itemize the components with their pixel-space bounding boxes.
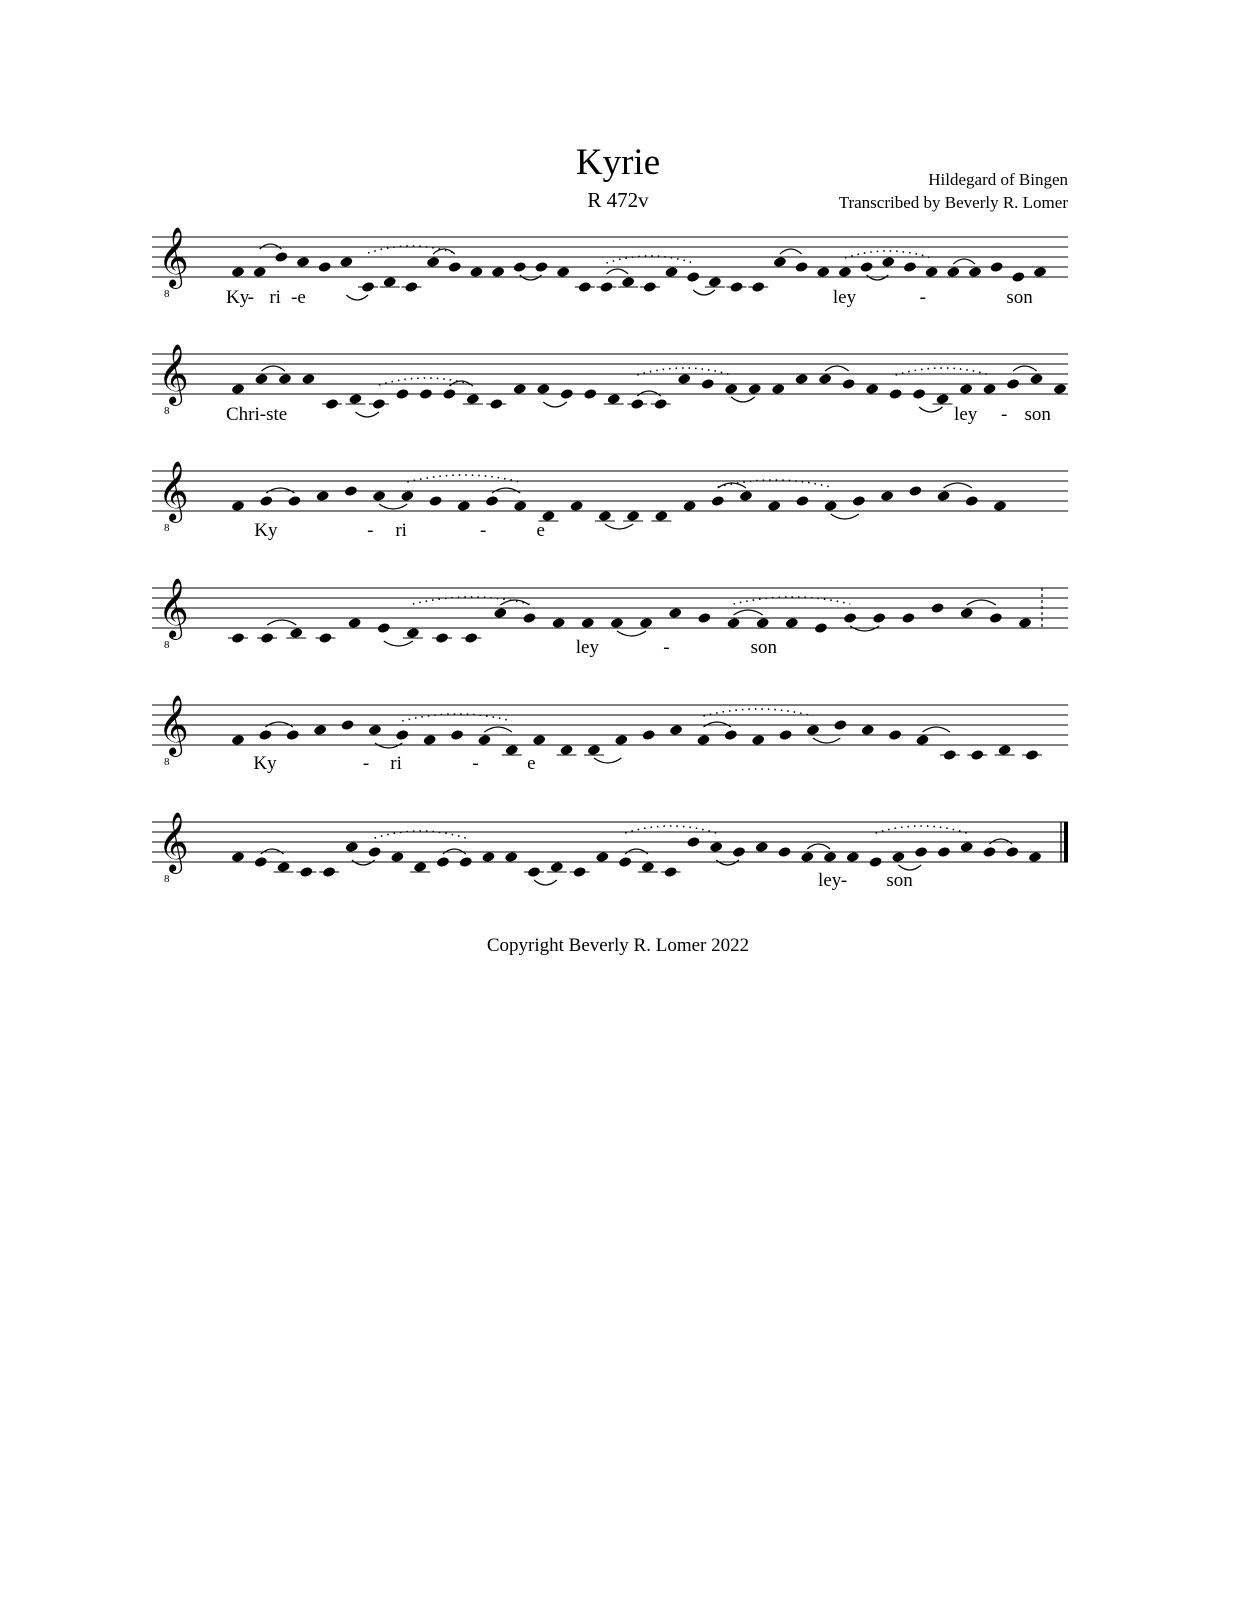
treble-clef-icon: 𝄞 bbox=[158, 812, 189, 872]
note-head bbox=[1005, 846, 1019, 858]
octave-marker-icon: 8 bbox=[164, 405, 170, 417]
piece-title: Kyrie bbox=[575, 142, 661, 183]
lyric-syllable: - bbox=[247, 287, 254, 308]
note-head bbox=[823, 851, 837, 863]
note-head bbox=[777, 846, 791, 858]
note-head bbox=[459, 856, 473, 868]
transcriber-credit: Transcribed by Beverly R. Lomer bbox=[838, 193, 1068, 212]
lyric-syllable: Ky bbox=[253, 753, 277, 774]
note-head bbox=[869, 856, 883, 868]
note-head bbox=[368, 846, 382, 858]
note-head bbox=[504, 851, 518, 863]
octave-marker-icon: 8 bbox=[164, 873, 170, 885]
note-head bbox=[436, 856, 450, 868]
note-head bbox=[254, 856, 268, 868]
lyric-syllable: - bbox=[362, 753, 370, 774]
note-head bbox=[413, 861, 427, 873]
treble-clef-icon: 𝄞 bbox=[158, 695, 189, 755]
lyric-syllable: ri bbox=[390, 753, 402, 774]
lyric-syllable: Ky bbox=[254, 520, 278, 541]
lyric-syllable: - bbox=[1001, 404, 1008, 425]
note-head bbox=[709, 841, 723, 853]
octave-marker-icon: 8 bbox=[164, 522, 170, 534]
note-head bbox=[1028, 851, 1042, 863]
slur-mark bbox=[807, 844, 830, 849]
octave-marker-icon: 8 bbox=[164, 756, 170, 768]
lyric-syllable: ri bbox=[395, 520, 407, 541]
treble-clef-icon: 𝄞 bbox=[158, 344, 189, 404]
note-head bbox=[800, 851, 814, 863]
lyric-syllable: - bbox=[480, 520, 487, 541]
lyric-syllable: ri bbox=[269, 287, 281, 308]
note-head bbox=[390, 851, 404, 863]
lyric-syllable: e bbox=[527, 753, 536, 774]
lyric-syllable: ley bbox=[818, 870, 842, 891]
lyric-syllable: son bbox=[1006, 287, 1033, 308]
treble-clef-icon: 𝄞 bbox=[158, 461, 189, 521]
note-head bbox=[846, 851, 860, 863]
note-head bbox=[982, 846, 996, 858]
lyric-syllable: - bbox=[840, 870, 848, 891]
note-head bbox=[641, 861, 655, 873]
lyric-syllable: - bbox=[367, 520, 374, 541]
lyric-syllable: -e bbox=[291, 287, 306, 308]
lyric-syllable: - bbox=[472, 753, 479, 774]
lyric-syllable: son bbox=[1024, 404, 1051, 425]
note-head bbox=[914, 846, 928, 858]
lyric-syllable: Ky bbox=[226, 287, 250, 308]
note-head bbox=[595, 851, 609, 863]
note-head bbox=[891, 851, 905, 863]
lyric-syllable: - bbox=[919, 287, 926, 308]
treble-clef-icon: 𝄞 bbox=[158, 578, 189, 638]
note-head bbox=[937, 846, 951, 858]
slur-mark bbox=[534, 880, 557, 885]
lyric-syllable: son bbox=[886, 870, 913, 891]
note-head bbox=[618, 856, 632, 868]
note-head bbox=[276, 861, 290, 873]
note-head bbox=[732, 846, 746, 858]
lyric-syllable: - bbox=[663, 637, 670, 658]
note-head bbox=[550, 861, 564, 873]
manuscript-reference: R 472v bbox=[587, 188, 649, 212]
note-head bbox=[231, 851, 245, 863]
note-head bbox=[345, 841, 359, 853]
lyric-syllable: Chri-ste bbox=[226, 404, 288, 425]
note-head bbox=[755, 841, 769, 853]
lyric-syllable: ley bbox=[575, 637, 599, 658]
note-head bbox=[960, 841, 974, 853]
lyric-syllable: ley bbox=[954, 404, 978, 425]
note-head bbox=[481, 851, 495, 863]
lyric-syllable: ley bbox=[832, 287, 857, 308]
octave-marker-icon: 8 bbox=[164, 639, 170, 651]
note-head bbox=[686, 836, 700, 848]
lyric-syllable: e bbox=[536, 520, 545, 541]
composer-credit: Hildegard of Bingen bbox=[928, 170, 1068, 189]
lyric-syllable: son bbox=[750, 637, 778, 658]
treble-clef-icon: 𝄞 bbox=[158, 227, 189, 287]
copyright-notice: Copyright Beverly R. Lomer 2022 bbox=[486, 935, 750, 956]
octave-marker-icon: 8 bbox=[164, 288, 170, 300]
